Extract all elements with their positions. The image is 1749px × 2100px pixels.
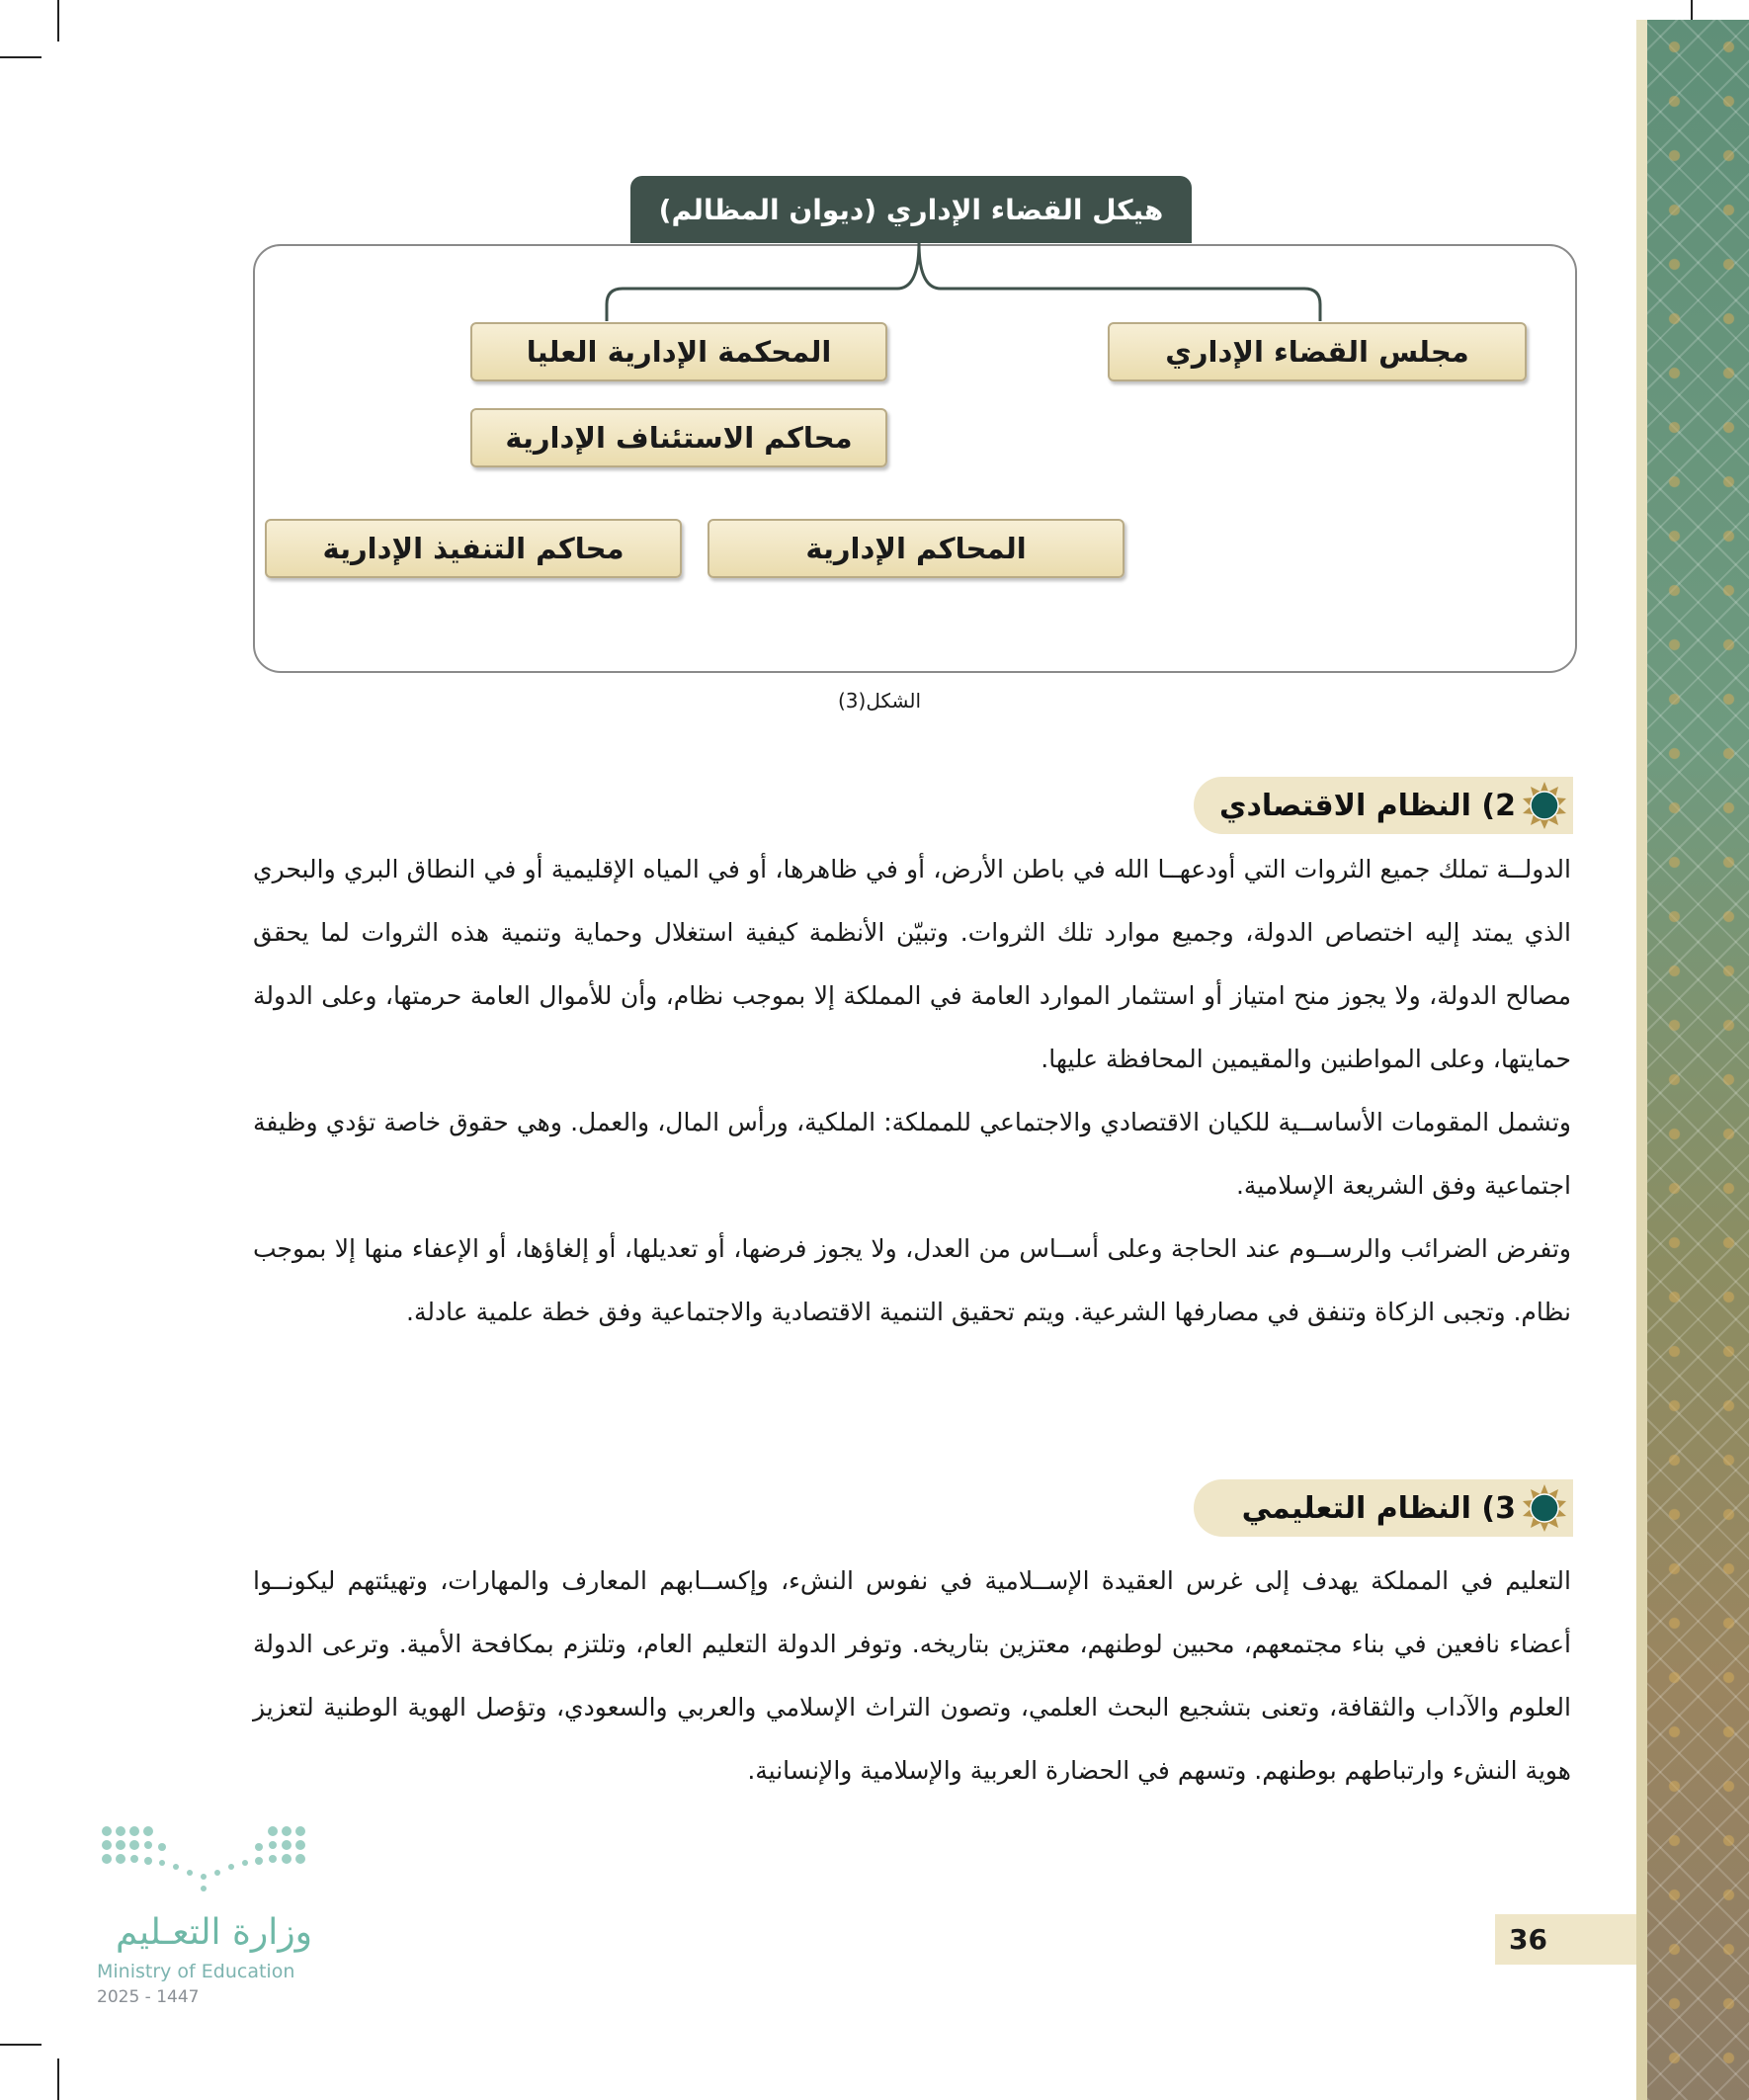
ministry-name-arabic: وزارة التعـليم: [116, 1912, 312, 1953]
section-title: 3) النظام التعليمي: [1241, 1490, 1516, 1526]
section-header-economic: [1194, 777, 1573, 834]
appeal-courts-node: محاكم الاستئناف الإدارية: [470, 408, 887, 467]
star-bullet-icon: [1520, 781, 1569, 830]
decorative-border: [1636, 20, 1647, 2100]
economic-paragraph-3: وتفرض الضرائب والرســوم عند الحاجة وعلى أســاس من العدل، ولا يجوز فرضها، أو تعديلها، أو إلغاؤها، أو الإعفاء منها إلا بموجب نظام. وتجبى الزكاة وتنفق في مصارفها الشرعية. ويتم تحقيق التنمية الاقتصادية والاجتماعية وفق خطة علمية عادلة.: [253, 1234, 1571, 1326]
council-node: مجلس القضاء الإداري: [1108, 322, 1527, 381]
decorative-pattern-strip: [1647, 20, 1749, 2100]
section-title: 2) النظام الاقتصادي: [1219, 788, 1516, 823]
figure-caption: الشكل(3): [837, 689, 922, 713]
crop-mark: [57, 2058, 59, 2100]
diagram-title: هيكل القضاء الإداري (ديوان المظالم): [630, 176, 1192, 243]
page-number: 36: [1495, 1914, 1636, 1965]
diagram-connector: [593, 237, 1344, 326]
ministry-year: 2025 - 1447: [97, 1987, 200, 2007]
star-bullet-icon: [1520, 1483, 1569, 1533]
ministry-name-english: Ministry of Education: [97, 1961, 295, 1982]
economic-paragraph-2: وتشمل المقومات الأساســية للكيان الاقتصادي والاجتماعي للمملكة: الملكية، ورأس المال، والعمل. وهي حقوق خاصة تؤدي وظيفة اجتماعية وفق الشريعة الإسلامية.: [253, 1108, 1571, 1200]
education-paragraph: التعليم في المملكة يهدف إلى غرس العقيدة الإســلامية في نفوس النشء، وإكســابهم المعارف والمهارات، وتهيئتهم ليكونــوا أعضاء نافعين في بناء مجتمعهم، محبين لوطنهم، معتزين بتاريخه. وتوفر الدولة التعليم العام، وتلتزم بمكافحة الأمية. وترعى الدولة العلوم والآداب والثقافة، وتعنى بتشجيع البحث العلمي، وتصون التراث الإسلامي والعربي والسعودي، وتؤصل الهوية الوطنية لتعزيز هوية النشء وارتباطهم بوطنهم. وتسهم في الحضارة العربية والإسلامية والإنسانية.: [253, 1566, 1571, 1785]
crop-mark: [57, 0, 59, 42]
ministry-logo-icon: [99, 1823, 311, 1892]
section-header-education: [1194, 1479, 1573, 1537]
crop-mark: [0, 56, 42, 58]
crop-mark: [0, 2044, 42, 2046]
enforcement-courts-node: محاكم التنفيذ الإدارية: [265, 519, 682, 578]
economic-paragraph-1: الدولــة تملك جميع الثروات التي أودعهــا الله في باطن الأرض، أو في ظاهرها، أو في المياه الإقليمية أو في النطاق البري والبحري الذي يمتد إليه اختصاص الدولة، وجميع موارد تلك الثروات. وتبيّن الأنظمة كيفية استغلال وحماية وتنمية هذه الثروات لما يحقق مصالح الدولة، ولا يجوز منح امتياز أو استثمار الموارد العامة في المملكة إلا بموجب نظام، وأن للأموال العامة حرمتها، وعلى الدولة حمايتها، وعلى المواطنين والمقيمين المحافظة عليها.: [253, 855, 1571, 1073]
admin-courts-node: المحاكم الإدارية: [708, 519, 1124, 578]
supreme-court-node: المحكمة الإدارية العليا: [470, 322, 887, 381]
